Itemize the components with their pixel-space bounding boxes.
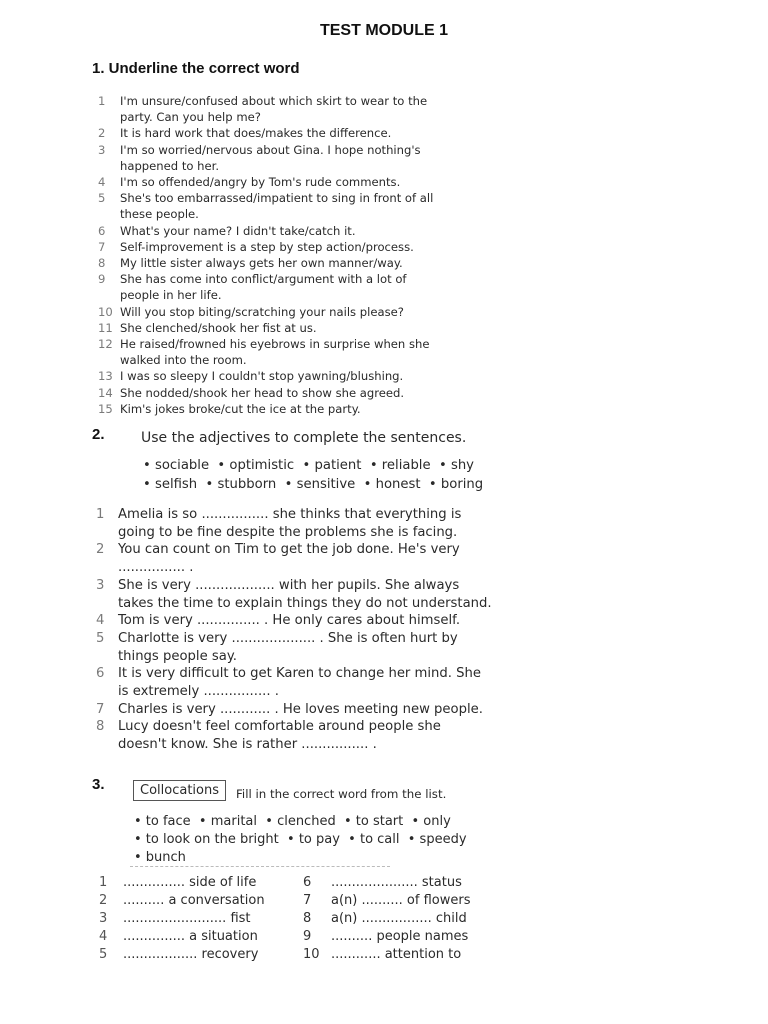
item-text: ......................... fist bbox=[123, 911, 251, 926]
item-text: a(n) .......... of flowers bbox=[331, 893, 471, 908]
item-text: ............ attention to bbox=[331, 947, 462, 962]
list-item bbox=[98, 255, 468, 271]
section3-instruction: Fill in the correct word from the list. bbox=[236, 787, 447, 801]
item-text: She's too embarrassed/impatient to sing in front of all bbox=[120, 191, 434, 206]
list-item bbox=[98, 401, 468, 417]
word-list-line: • bunch bbox=[134, 850, 186, 865]
grid-row bbox=[99, 910, 499, 928]
item-number bbox=[98, 109, 120, 125]
item-number: 6 bbox=[303, 875, 312, 890]
item-text: Tom is very ............... . He only cares about himself. bbox=[118, 613, 461, 629]
item-number bbox=[96, 524, 118, 542]
item-number: 9 bbox=[98, 272, 106, 287]
section2-list bbox=[96, 506, 496, 754]
item-number: 7 bbox=[96, 701, 105, 717]
item-number: 5 bbox=[98, 191, 106, 206]
item-text: ............... a situation bbox=[123, 929, 258, 944]
item-number: 10 bbox=[98, 304, 113, 319]
list-item bbox=[96, 595, 496, 613]
item-number bbox=[98, 352, 120, 368]
list-item bbox=[98, 320, 468, 336]
list-item bbox=[96, 612, 496, 630]
item-text: I'm so worried/nervous about Gina. I hope nothing's bbox=[120, 142, 421, 157]
grid-row bbox=[99, 874, 499, 892]
item-number: 3 bbox=[96, 577, 105, 593]
item-text: is extremely ................ . bbox=[118, 684, 279, 700]
item-number: 12 bbox=[98, 337, 113, 352]
item-text: .......... a conversation bbox=[123, 893, 265, 908]
item-text: people in her life. bbox=[120, 288, 222, 303]
list-item bbox=[98, 368, 468, 384]
item-number: 5 bbox=[96, 630, 105, 646]
item-number: 1 bbox=[96, 507, 105, 522]
collocations-label: Collocations bbox=[133, 780, 226, 801]
list-item bbox=[98, 158, 468, 174]
item-text: My little sister always gets her own manner/way. bbox=[120, 256, 403, 271]
word-list-line: • to look on the bright • to pay • to call • speedy bbox=[134, 832, 467, 847]
item-text: I was so sleepy I couldn't stop yawning/blushing. bbox=[120, 369, 404, 384]
list-item bbox=[98, 287, 468, 303]
grid-row bbox=[99, 946, 499, 964]
grid-row bbox=[99, 892, 499, 910]
section3-word-list bbox=[134, 813, 514, 867]
item-number: 4 bbox=[96, 613, 105, 629]
list-item bbox=[96, 630, 496, 648]
list-item bbox=[98, 239, 468, 255]
item-number: 4 bbox=[98, 175, 106, 190]
item-text: takes the time to explain things they do not understand. bbox=[118, 595, 492, 611]
item-number: 13 bbox=[98, 369, 113, 384]
list-item bbox=[96, 648, 496, 666]
item-text: I'm unsure/confused about which skirt to wear to the bbox=[120, 94, 428, 108]
item-text: It is hard work that does/makes the difference. bbox=[120, 126, 392, 141]
list-item bbox=[98, 385, 468, 401]
item-text: things people say. bbox=[118, 648, 237, 664]
item-number: 6 bbox=[98, 223, 106, 238]
item-number: 2 bbox=[96, 542, 105, 558]
item-number: 2 bbox=[99, 893, 108, 908]
grid-row bbox=[99, 928, 499, 946]
list-item bbox=[96, 524, 496, 542]
item-text: these people. bbox=[120, 207, 199, 222]
list-item bbox=[96, 541, 496, 559]
list-item bbox=[98, 206, 468, 222]
item-number: 7 bbox=[303, 893, 312, 908]
item-text: It is very difficult to get Karen to change her mind. She bbox=[118, 666, 482, 682]
list-item bbox=[98, 223, 468, 239]
collocations-grid bbox=[99, 874, 499, 964]
item-number: 4 bbox=[99, 929, 108, 944]
list-item bbox=[98, 125, 468, 141]
item-text: Charles is very ............ . He loves meeting new people. bbox=[118, 701, 483, 717]
item-text: Lucy doesn't feel comfortable around people she bbox=[118, 719, 441, 735]
item-number: 7 bbox=[98, 239, 106, 254]
item-number bbox=[98, 287, 120, 303]
item-number: 10 bbox=[303, 947, 320, 962]
item-text: ................ . bbox=[118, 560, 194, 576]
list-item bbox=[98, 93, 468, 109]
item-text: I'm so offended/angry by Tom's rude comments. bbox=[120, 175, 401, 190]
item-number: 11 bbox=[98, 320, 113, 335]
item-text: She has come into conflict/argument with a lot of bbox=[120, 272, 407, 287]
list-item bbox=[96, 718, 496, 736]
list-item bbox=[96, 506, 496, 524]
item-text: She nodded/shook her head to show she agreed. bbox=[120, 385, 405, 400]
item-number bbox=[96, 736, 118, 754]
item-text: You can count on Tim to get the job done. He's very bbox=[118, 542, 460, 558]
item-number: 1 bbox=[98, 94, 106, 108]
item-number bbox=[98, 206, 120, 222]
item-text: .......... people names bbox=[331, 929, 469, 944]
list-item bbox=[98, 352, 468, 368]
list-item bbox=[98, 142, 468, 158]
item-number bbox=[96, 559, 118, 577]
item-text: What's your name? I didn't take/catch it. bbox=[120, 223, 356, 238]
item-number: 15 bbox=[98, 401, 113, 416]
item-text: Self-improvement is a step by step action/process. bbox=[120, 239, 414, 254]
word-list-line: • selfish • stubborn • sensitive • honest • boring bbox=[143, 476, 484, 492]
item-text: Kim's jokes broke/cut the ice at the party. bbox=[120, 401, 361, 416]
section2-number: 2. bbox=[92, 426, 105, 443]
item-number: 5 bbox=[99, 947, 108, 962]
item-number: 6 bbox=[96, 666, 105, 682]
item-number: 3 bbox=[99, 911, 108, 926]
item-text: She is very ................... with her pupils. She always bbox=[118, 577, 460, 593]
item-number bbox=[96, 595, 118, 613]
word-list-line: • to face • marital • clenched • to start • only bbox=[134, 814, 451, 829]
list-item bbox=[96, 577, 496, 595]
list-item bbox=[96, 736, 496, 754]
item-text: Will you stop biting/scratching your nails please? bbox=[120, 304, 404, 319]
section2-word-list bbox=[143, 457, 523, 494]
item-text: .................. recovery bbox=[123, 947, 259, 962]
section1-heading: 1. Underline the correct word bbox=[92, 60, 300, 77]
item-text: doesn't know. She is rather ................ . bbox=[118, 737, 377, 753]
list-item bbox=[98, 174, 468, 190]
item-text: He raised/frowned his eyebrows in surprise when she bbox=[120, 337, 430, 352]
list-item bbox=[96, 683, 496, 701]
item-number: 14 bbox=[98, 385, 113, 400]
list-item bbox=[96, 665, 496, 683]
page-title: TEST MODULE 1 bbox=[319, 22, 448, 39]
word-list-line: • sociable • optimistic • patient • reliable • shy bbox=[143, 458, 474, 473]
list-item bbox=[98, 304, 468, 320]
item-text: Charlotte is very .................... . She is often hurt by bbox=[118, 630, 458, 646]
item-text: ............... side of life bbox=[123, 875, 257, 890]
item-number bbox=[96, 648, 118, 666]
item-text: a(n) ................. child bbox=[331, 911, 467, 926]
item-text: happened to her. bbox=[120, 158, 220, 173]
item-number bbox=[96, 683, 118, 701]
item-text: going to be fine despite the problems she is facing. bbox=[118, 524, 458, 540]
item-number: 2 bbox=[98, 126, 106, 141]
list-item bbox=[98, 109, 468, 125]
list-item bbox=[98, 271, 468, 287]
divider bbox=[130, 866, 390, 867]
item-text: walked into the room. bbox=[120, 353, 247, 368]
item-number: 8 bbox=[98, 256, 106, 271]
item-text: She clenched/shook her fist at us. bbox=[120, 320, 317, 335]
item-number: 8 bbox=[303, 911, 312, 926]
item-number: 8 bbox=[96, 719, 105, 735]
list-item bbox=[96, 701, 496, 719]
item-text: ..................... status bbox=[331, 875, 462, 890]
item-number: 9 bbox=[303, 929, 312, 944]
item-number: 1 bbox=[99, 875, 108, 890]
item-text: party. Can you help me? bbox=[120, 110, 261, 125]
section1-list bbox=[98, 93, 468, 417]
list-item bbox=[96, 559, 496, 577]
item-number: 3 bbox=[98, 142, 106, 157]
section3-number: 3. bbox=[92, 776, 105, 793]
list-item bbox=[98, 190, 468, 206]
item-text: Amelia is so ................ she thinks that everything is bbox=[118, 507, 462, 522]
item-number bbox=[98, 158, 120, 174]
section2-heading: Use the adjectives to complete the sentences. bbox=[141, 430, 467, 446]
list-item bbox=[98, 336, 468, 352]
